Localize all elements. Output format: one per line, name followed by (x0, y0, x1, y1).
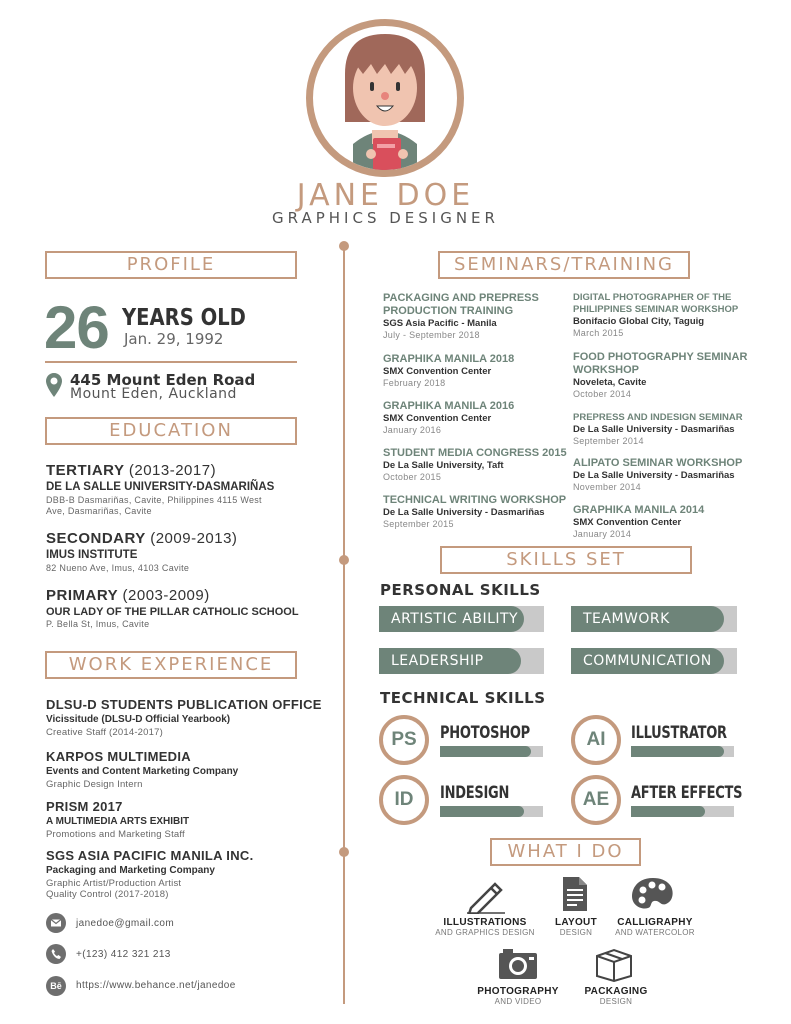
education-years: (2013-2017) (128, 462, 217, 479)
avatar (306, 19, 464, 177)
service-item (578, 986, 654, 1006)
seminar-place: De La Salle University - Dasmariñas (573, 470, 735, 481)
personal-skills-heading: PERSONAL SKILLS (380, 581, 541, 599)
seminar-title: STUDENT MEDIA CONGRESS 2015 (383, 447, 567, 459)
work-item (46, 848, 341, 900)
name-title: JANE DOE (296, 178, 475, 213)
age-label: YEARS OLD (122, 305, 246, 331)
skill-label: ARTISTIC ABILITY (391, 611, 519, 627)
tech-level-fill (631, 746, 724, 757)
contact-web[interactable]: https://www.behance.net/janedoe (76, 980, 236, 991)
work-sub: Events and Content Marketing Company (46, 766, 239, 777)
education-address: Ave, Dasmariñas, Cavite (46, 506, 152, 516)
skill-label: TEAMWORK (583, 611, 670, 627)
work-sub: Vicissitude (DLSU-D Official Yearbook) (46, 714, 231, 725)
skill-label: COMMUNICATION (583, 653, 712, 669)
service-item (425, 917, 545, 937)
seminar-title: DIGITAL PHOTOGRAPHER OF THE (573, 292, 732, 303)
education-school: DE LA SALLE UNIVERSITY-DASMARIÑAS (46, 481, 275, 493)
behance-icon: Bē (46, 976, 66, 996)
work-sub: A MULTIMEDIA ARTS EXHIBIT (46, 816, 190, 827)
education-level: TERTIARY (46, 462, 125, 479)
work-sub: Packaging and Marketing Company (46, 865, 215, 876)
technical-skills-heading: TECHNICAL SKILLS (380, 689, 546, 707)
service-title: PACKAGING (584, 986, 648, 997)
education-address: 82 Nueno Ave, Imus, 4103 Cavite (46, 563, 190, 573)
education-school: OUR LADY OF THE PILLAR CATHOLIC SCHOOL (46, 606, 299, 618)
seminar-title: TECHNICAL WRITING WORKSHOP (383, 494, 567, 506)
role-subtitle: GRAPHICS DESIGNER (272, 209, 499, 227)
work-item (46, 799, 341, 840)
seminar-place: SMX Convention Center (383, 413, 492, 424)
work-item (46, 749, 341, 790)
skill-pill (379, 606, 544, 632)
education-level: PRIMARY (46, 587, 118, 604)
seminar-place: De La Salle University - Dasmariñas (383, 507, 545, 518)
seminar-date: September 2015 (383, 519, 454, 529)
work-role: Creative Staff (2014-2017) (46, 727, 163, 738)
seminar-item (573, 411, 763, 447)
tech-skill-bar (440, 806, 543, 817)
seminar-item (573, 292, 763, 339)
service-sub: AND WATERCOLOR (615, 928, 695, 937)
seminar-title: FOOD PHOTOGRAPHY SEMINAR (573, 351, 748, 363)
seminar-date: October 2015 (383, 472, 442, 482)
service-sub: AND GRAPHICS DESIGN (435, 928, 535, 937)
tech-skill-bar (631, 746, 734, 757)
work-role: Graphic Design Intern (46, 779, 143, 790)
service-item (540, 917, 612, 937)
seminar-place: Bonifacio Global City, Taguig (573, 316, 705, 327)
package-icon (593, 946, 635, 982)
center-divider (343, 246, 345, 1004)
seminar-date: July - September 2018 (383, 330, 480, 340)
service-title: CALLIGRAPHY (617, 917, 693, 928)
service-sub: AND VIDEO (494, 997, 542, 1006)
service-item (468, 986, 568, 1006)
tech-skill-bar (631, 806, 734, 817)
seminar-item (573, 351, 763, 400)
education-item (46, 462, 336, 517)
tech-skill-name: INDESIGN (440, 783, 510, 803)
address-line1: 445 Mount Eden Road (70, 371, 256, 389)
location-pin-icon (45, 372, 63, 398)
seminar-place: SMX Convention Center (573, 517, 682, 528)
address-line2: Mount Eden, Auckland (70, 386, 237, 402)
work-heading: WORK EXPERIENCE (45, 651, 297, 679)
indesign-badge: ID (379, 775, 429, 825)
work-item (46, 697, 341, 738)
tech-skill-bar (440, 746, 543, 757)
seminar-title: PREPRESS AND INDESIGN SEMINAR (573, 412, 743, 423)
service-title: PHOTOGRAPHY (477, 986, 559, 997)
seminar-title: ALIPATO SEMINAR WORKSHOP (573, 457, 743, 469)
profile-rule (45, 361, 297, 363)
photoshop-badge: PS (379, 715, 429, 765)
email-icon (46, 913, 66, 933)
seminar-place: De La Salle University, Taft (383, 460, 504, 471)
education-level: SECONDARY (46, 530, 146, 547)
camera-icon (497, 947, 539, 981)
seminar-place: De La Salle University - Dasmariñas (573, 424, 735, 435)
seminar-date: January 2016 (383, 425, 442, 435)
age-number: 26 (44, 294, 109, 361)
seminar-title: PACKAGING AND PREPRESS (383, 292, 539, 304)
seminar-title: WORKSHOP (573, 364, 639, 376)
phone-icon (46, 944, 66, 964)
seminar-place: Noveleta, Cavite (573, 377, 647, 388)
education-heading: EDUCATION (45, 417, 297, 445)
seminar-item (383, 292, 568, 341)
palette-icon (630, 876, 676, 912)
seminar-title: GRAPHIKA MANILA 2014 (573, 504, 705, 516)
seminar-item (573, 504, 763, 540)
skills-heading: SKILLS SET (440, 546, 692, 574)
tech-level-fill (631, 806, 705, 817)
education-item (46, 587, 341, 630)
seminar-place: SMX Convention Center (383, 366, 492, 377)
seminar-date: September 2014 (573, 436, 644, 446)
work-org: DLSU-D STUDENTS PUBLICATION OFFICE (46, 697, 322, 712)
education-item (46, 530, 336, 574)
skill-label: LEADERSHIP (391, 653, 484, 669)
skill-pill (571, 648, 737, 674)
avatar-illustration (313, 26, 457, 170)
education-school: IMUS INSTITUTE (46, 549, 138, 561)
seminar-date: October 2014 (573, 389, 632, 399)
tech-skill-name: PHOTOSHOP (440, 723, 530, 743)
seminar-item (383, 353, 568, 389)
service-item (605, 917, 705, 937)
illustrator-badge: AI (571, 715, 621, 765)
skill-pill (571, 606, 737, 632)
what-i-do-heading: WHAT I DO (490, 838, 641, 866)
seminar-item (383, 400, 568, 436)
seminars-heading: SEMINARS/TRAINING (438, 251, 690, 279)
education-address: P. Bella St, Imus, Cavite (46, 619, 150, 629)
tech-skill-name: ILLUSTRATOR (631, 723, 727, 743)
seminar-title: GRAPHIKA MANILA 2016 (383, 400, 515, 412)
seminar-item (383, 447, 568, 483)
work-org: KARPOS MULTIMEDIA (46, 749, 191, 764)
education-years: (2003-2009) (122, 587, 210, 604)
seminar-title: PHILIPPINES SEMINAR WORKSHOP (573, 304, 739, 315)
seminar-date: November 2014 (573, 482, 641, 492)
tech-level-fill (440, 746, 531, 757)
tech-skill-name: AFTER EFFECTS (631, 783, 743, 803)
profile-heading: PROFILE (45, 251, 297, 279)
work-role: Quality Control (2017-2018) (46, 889, 169, 900)
seminar-date: January 2014 (573, 529, 632, 539)
service-sub: DESIGN (599, 997, 633, 1006)
education-address: DBB-B Dasmariñas, Cavite, Philippines 4115 West (46, 495, 262, 505)
service-sub: DESIGN (559, 928, 593, 937)
tech-level-fill (440, 806, 524, 817)
seminar-item (573, 457, 763, 493)
seminar-date: March 2015 (573, 328, 624, 338)
education-years: (2009-2013) (150, 530, 238, 547)
pencil-icon (465, 876, 507, 914)
divider-dot (339, 241, 349, 251)
contact-phone[interactable]: +(123) 412 321 213 (76, 949, 171, 960)
seminar-date: February 2018 (383, 378, 446, 388)
seminar-title: PRODUCTION TRAINING (383, 305, 514, 317)
document-icon (561, 875, 589, 913)
work-org: SGS ASIA PACIFIC MANILA INC. (46, 848, 254, 863)
work-role: Promotions and Marketing Staff (46, 829, 185, 840)
work-org: PRISM 2017 (46, 799, 123, 814)
service-title: LAYOUT (555, 917, 597, 928)
divider-dot (339, 555, 349, 565)
work-role: Graphic Artist/Production Artist (46, 878, 182, 889)
birthdate: Jan. 29, 1992 (124, 330, 224, 348)
seminar-item (383, 494, 568, 530)
after-effects-badge: AE (571, 775, 621, 825)
seminar-place: SGS Asia Pacific - Manila (383, 318, 497, 329)
contact-email[interactable]: janedoe@gmail.com (76, 918, 175, 929)
skill-pill (379, 648, 544, 674)
service-title: ILLUSTRATIONS (443, 917, 527, 928)
seminar-title: GRAPHIKA MANILA 2018 (383, 353, 515, 365)
